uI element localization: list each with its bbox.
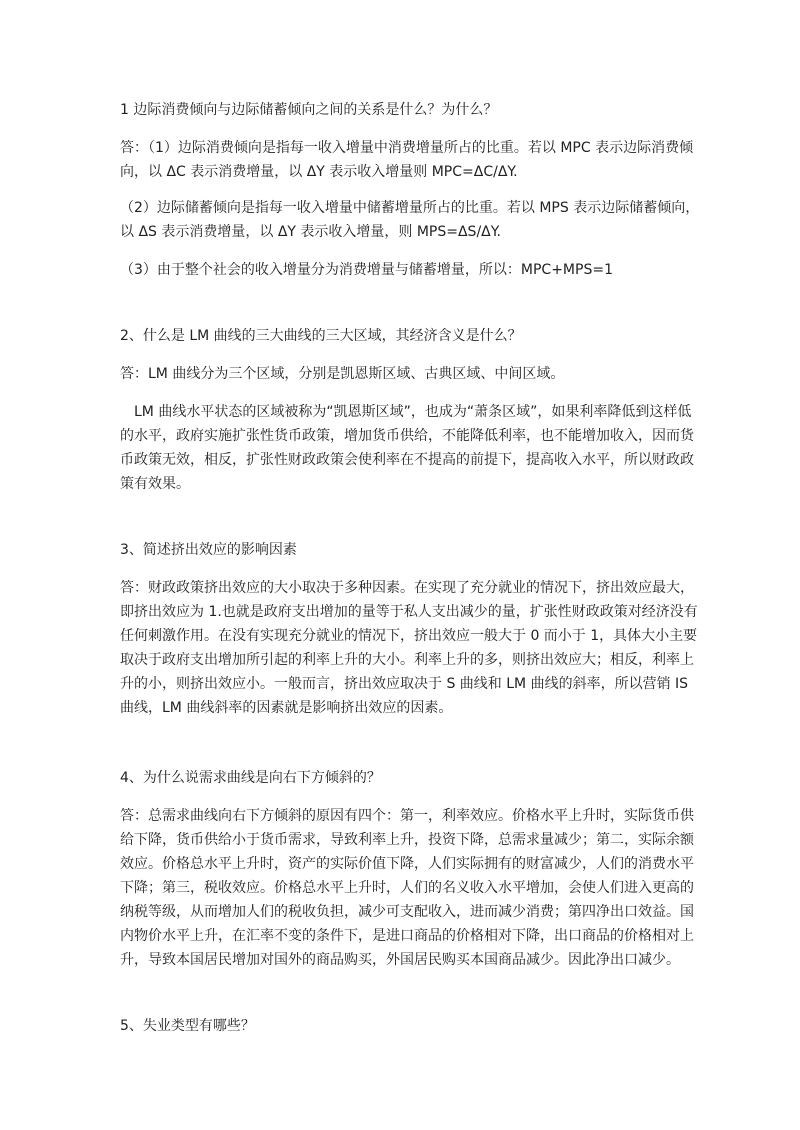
answer-1-part-3: （3）由于整个社会的收入增量分为消费增量与储蓄增量，所以：MPC+MPS=1 [120,262,613,278]
answer-3-body: 答：财政政策挤出效应的大小取决于多种因素。在实现了充分就业的情况下，挤出效应最大，即挤出效应为 1.也就是政府支出增加的量等于私人支出减少的量，扩张性财政政策对经济没有任何刺激作用。在没有实现充分就业的情况下，挤出效应一般大于 0 而小于 1，具体大小主要取决于政府支出增加所引起的利率上升的大小。利率上升的多，则挤出效应大；相反，利率上升的小，则挤出效应小。一般而言，挤出效应取决于 S 曲线和 LM 曲线的斜率，所以营销 IS 曲线，LM 曲线斜率的因素就是影响挤出效应的因素。 [120,580,698,716]
answer-2-body: LM 曲线水平状态的区域被称为“凯恩斯区域”，也成为“萧条区域”，如果利率降低到这样低的水平，政府实施扩张性货币政策，增加货币供给，不能降低利率，也不能增加收入，因而货币政策无效，相反，扩张性财政政策会使利率在不提高的前提下，提高收入水平，所以财政政策有效果。 [120,404,694,492]
answer-1-part-2: （2）边际储蓄倾向是指每一收入增量中储蓄增量所占的比重。若以 MPS 表示边际储蓄倾向，以 ΔS 表示消费增量，以 ΔY 表示收入增量，则 MPS=ΔS/ΔY. [120,200,700,240]
answer-2-intro: 答：LM 曲线分为三个区域，分别是凯恩斯区域、古典区域、中间区域。 [120,366,565,382]
question-4-title: 4、为什么说需求曲线是向右下方倾斜的？ [120,770,381,786]
question-2-title: 2、什么是 LM 曲线的三大曲线的三大区域，其经济含义是什么？ [120,328,522,344]
answer-1-part-1: 答：（1）边际消费倾向是指每一收入增量中消费增量所占的比重。若以 MPC 表示边际消费倾向，以 ΔC 表示消费增量，以 ΔY 表示收入增量则 MPC=ΔC/ΔY. [120,140,694,180]
question-5-title: 5、失业类型有哪些？ [120,1018,255,1034]
question-3-title: 3、简述挤出效应的影响因素 [120,542,297,558]
question-1-title: 1 边际消费倾向与边际储蓄倾向之间的关系是什么？为什么？ [120,102,498,118]
answer-4-body: 答：总需求曲线向右下方倾斜的原因有四个：第一，利率效应。价格水平上升时，实际货币供给下降，货币供给小于货币需求，导致利率上升，投资下降，总需求量减少；第二，实际余额效应。价格总水平上升时，资产的实际价值下降，人们实际拥有的财富减少，人们的消费水平下降；第三，税收效应。价格总水平上升时，人们的名义收入水平增加，会使人们进入更高的纳税等级，从而增加人们的税收负担，减少可支配收入，进而减少消费；第四净出口效益。国内物价水平上升，在汇率不变的条件下，是进口商品的价格相对下降，出口商品的价格相对上升，导致本国居民增加对国外的商品购买，外国居民购买本国商品减少。因此净出口减少。 [120,808,694,968]
